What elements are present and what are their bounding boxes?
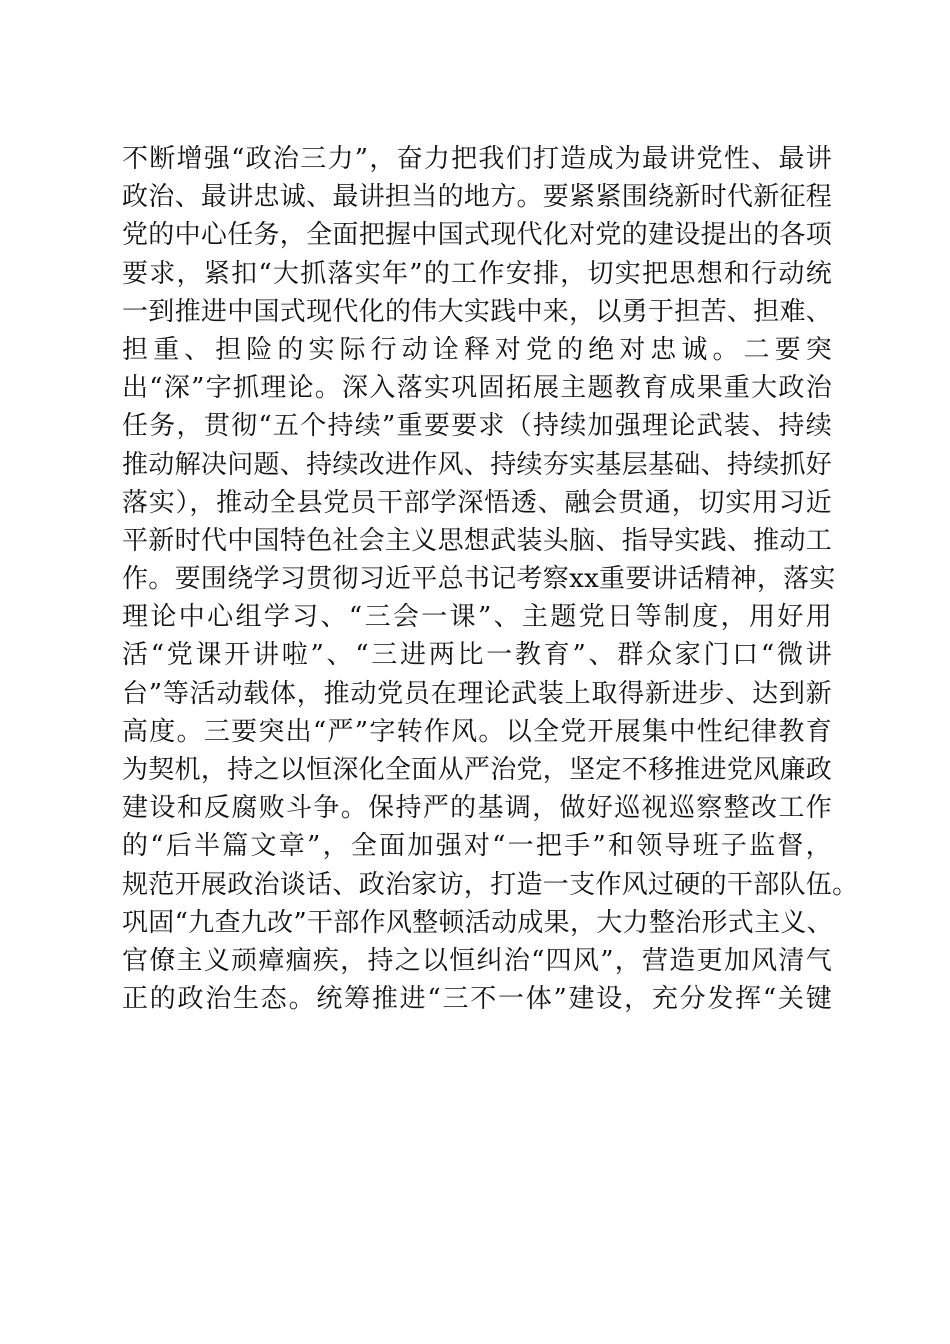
text-line: 平新时代中国特色社会主义思想武装头脑、指导实践、推动工 bbox=[122, 525, 833, 556]
text-line: 高度。三要突出“严”字转作风。以全党开展集中性纪律教育 bbox=[122, 716, 832, 747]
text-line: 规范开展政治谈话、政治家访，打造一支作风过硬的干部队伍。 bbox=[122, 869, 859, 900]
text-line: 任务，贯彻“五个持续”重要要求（持续加强理论武装、持续 bbox=[122, 411, 832, 442]
text-line: 担重、担险的实际行动诠释对党的绝对忠诚。二要突 bbox=[122, 334, 832, 365]
body-text bbox=[122, 140, 859, 1018]
text-line: 巩固“九查九改”干部作风整顿活动成果，大力整治形式主义、 bbox=[122, 907, 833, 938]
text-line: 落实），推动全县党员干部学深悟透、融会贯通，切实用习近 bbox=[122, 487, 832, 518]
text-line: 不断增强“政治三力”，奋力把我们打造成为最讲党性、最讲 bbox=[122, 144, 832, 174]
text-line: 作。要围绕学习贯彻习近平总书记考察xx重要讲话精神，落实 bbox=[122, 564, 836, 595]
text-line: 台”等活动载体，推动党员在理论武装上取得新进步、达到新 bbox=[122, 678, 832, 709]
text-line: 为契机，持之以恒深化全面从严治党，坚定不移推进党风廉政 bbox=[122, 755, 833, 785]
text-line: 政治、最讲忠诚、最讲担当的地方。要紧紧围绕新时代新征程 bbox=[122, 182, 833, 213]
text-line: 一到推进中国式现代化的伟大实践中来，以勇于担苦、担难、 bbox=[122, 296, 833, 327]
text-line: 要求，紧扣“大抓落实年”的工作安排，切实把思想和行动统 bbox=[122, 258, 832, 289]
text-line: 正的政治生态。统筹推进“三不一体”建设，充分发挥“关键 bbox=[122, 984, 832, 1015]
text-line: 活“党课开讲啦”、“三进两比一教育”、群众家门口“微讲 bbox=[122, 640, 832, 671]
text-line: 党的中心任务，全面把握中国式现代化对党的建设提出的各项 bbox=[122, 220, 833, 251]
text-line: 的“后半篇文章”，全面加强对“一把手”和领导班子监督， bbox=[122, 831, 832, 862]
text-line: 官僚主义顽瘴痼疾，持之以恒纠治“四风”，营造更加风清气 bbox=[122, 945, 832, 976]
text-line: 建设和反腐败斗争。保持严的基调，做好巡视巡察整改工作 bbox=[122, 793, 832, 824]
text-line: 推动解决问题、持续改进作风、持续夯实基层基础、持续抓好 bbox=[122, 449, 833, 480]
text-line: 理论中心组学习、“三会一课”、主题党日等制度，用好用 bbox=[122, 602, 832, 633]
text-line: 出“深”字抓理论。深入落实巩固拓展主题教育成果重大政治 bbox=[122, 373, 832, 404]
